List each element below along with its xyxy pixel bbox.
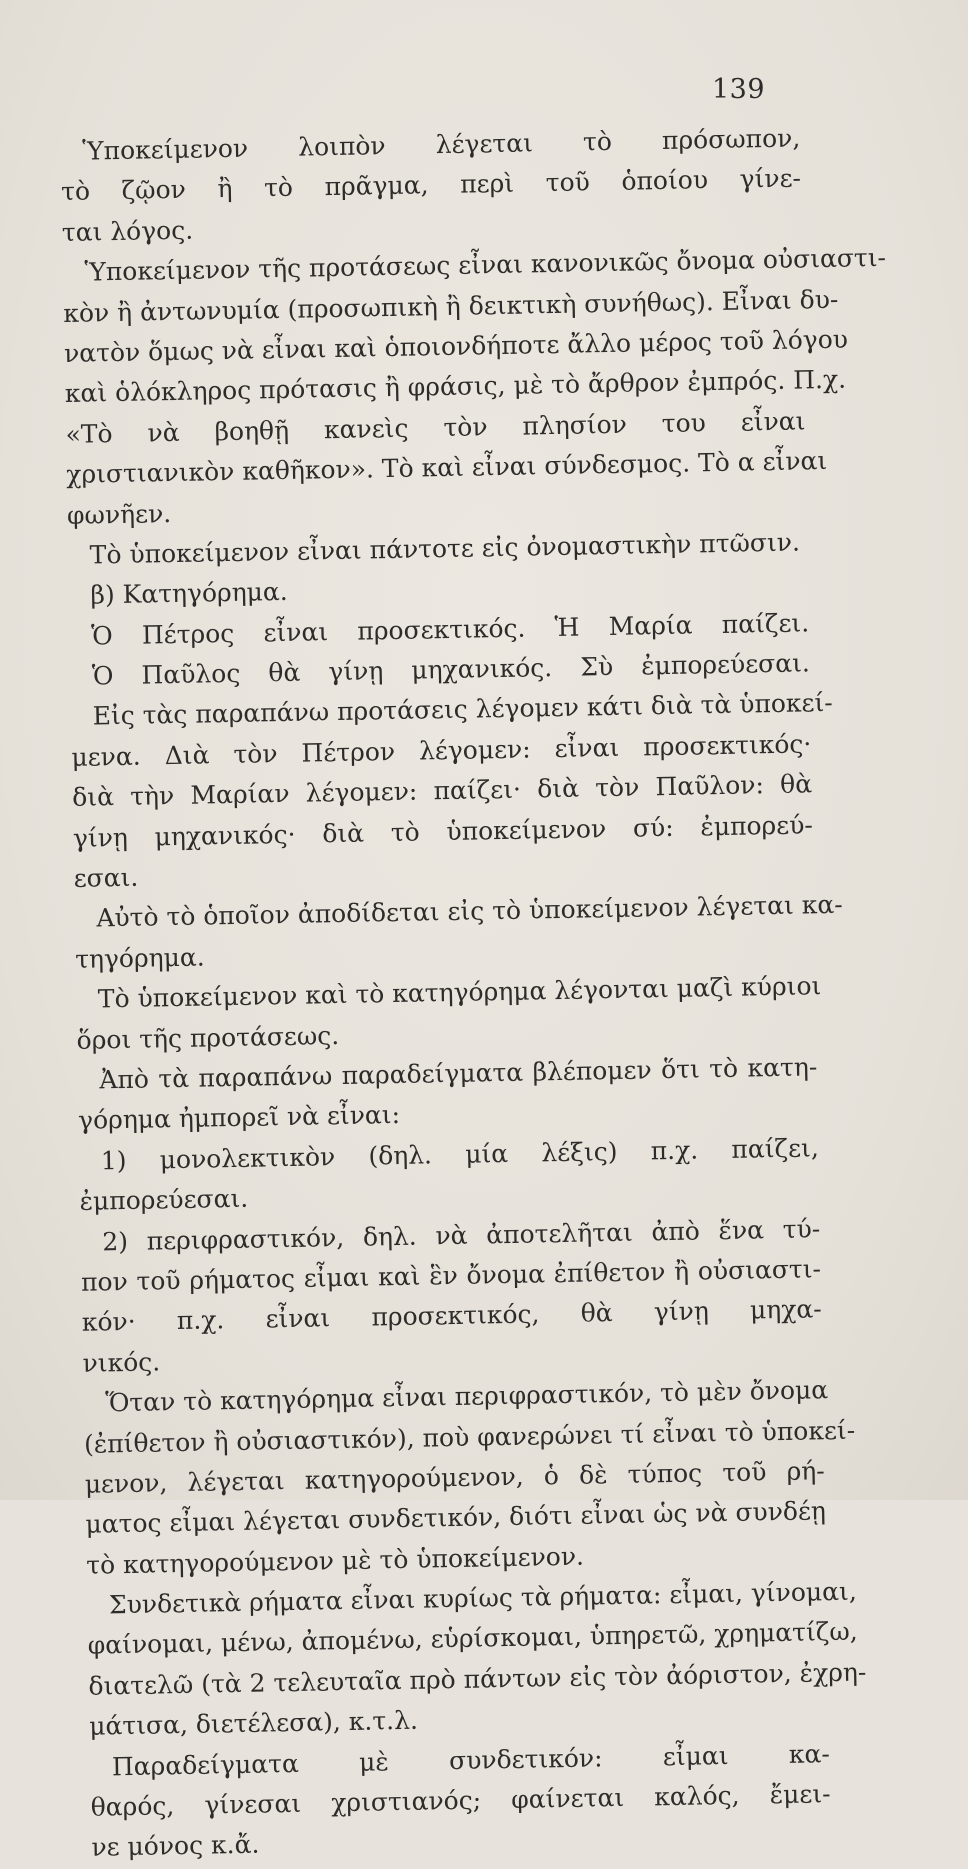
text-line: τὸ ζῷον ἢ τὸ πρᾶγμα, περὶ τοῦ ὁποίου γίνε-: [60, 163, 802, 207]
text-line: πον τοῦ ρήματος εἶμαι καὶ ἓν ὄνομα ἐπίθετον ἢ οὐσιαστι-: [80, 1254, 822, 1297]
text-line: φωνῆεν.: [66, 498, 172, 530]
text-line: Παραδείγματα μὲ συνδετικόν: εἶμαι κα-: [111, 1738, 831, 1781]
text-line: νατὸν ὅμως νὰ εἶναι καὶ ὁποιονδήποτε ἄλλο μέρος τοῦ λόγου: [63, 324, 849, 368]
text-line: 1) μονολεκτικὸν (δηλ. μία λέξις) π.χ. παίζει,: [100, 1133, 820, 1176]
text-line: τὸ κατηγορούμενον μὲ τὸ ὑποκείμενον.: [85, 1541, 585, 1580]
text-line: Τὸ ὑποκείμενον εἶναι πάντοτε εἰς ὀνομαστικὴν πτῶσιν.: [89, 527, 801, 570]
page-number: 139: [712, 74, 766, 105]
text-line: Ὑποκείμενον λοιπὸν λέγεται τὸ πρόσωπον,: [82, 123, 801, 166]
text-line: Ὑποκείμενον τῆς προτάσεως εἶναι κανονικῶς ὄνομα οὐσιαστι-: [84, 243, 887, 287]
text-line: κόν· π.χ. εἶναι προσεκτικός, θὰ γίνῃ μηχα-: [81, 1294, 822, 1338]
text-line: φαίνομαι, μένω, ἀπομένω, εὑρίσκομαι, ὑπηρετῶ, χρηματίζω,: [87, 1617, 858, 1661]
text-line: ματος εἶμαι λέγεται συνδετικόν, διότι εἶναι ὡς νὰ συνδέῃ: [85, 1496, 827, 1540]
text-line: Αὐτὸ τὸ ὁποῖον ἀποδίδεται εἰς τὸ ὑποκείμενον λέγεται κα-: [96, 890, 843, 933]
text-line: ὅροι τῆς προτάσεως.: [76, 1020, 340, 1055]
section-heading: β) Κατηγόρημα.: [90, 577, 288, 610]
text-line: διατελῶ (τὰ 2 τελευταῖα πρὸ πάντων εἰς τὸν ἀόριστον, ἐχρη-: [88, 1657, 867, 1701]
text-line: «Τὸ νὰ βοηθῇ κανεὶς τὸν πλησίον του εἶναι: [65, 406, 806, 449]
text-line: καὶ ὁλόκληρος πρότασις ἢ φράσις, μὲ τὸ ἄρθρον ἐμπρός. Π.χ.: [64, 364, 847, 409]
text-line: νε μόνος κ.ἄ.: [91, 1830, 260, 1863]
text-line: Ὁ Πέτρος εἶναι προσεκτικός. Ἡ Μαρία παίζει.: [90, 608, 810, 651]
body-text: [60, 118, 887, 1868]
text-line: διὰ τὴν Μαρίαν λέγομεν: παίζει· διὰ τὸν Παῦλον: θὰ: [71, 769, 813, 813]
text-line: μενον, λέγεται κατηγορούμενον, ὁ δὲ τύπος τοῦ ρή-: [84, 1456, 825, 1499]
text-line: Ὅταν τὸ κατηγόρημα εἶναι περιφραστικόν, τὸ μὲν ὄνομα: [105, 1375, 829, 1418]
text-line: Συνδετικὰ ρήματα εἶναι κυρίως τὰ ρήματα: εἶμαι, γίνομαι,: [108, 1576, 858, 1620]
text-line: κὸν ἢ ἀντωνυμία (προσωπικὴ ἢ δεικτικὴ συνήθως). Εἶναι δυ-: [63, 284, 839, 328]
text-line: χριστιανικὸν καθῆκον». Τὸ καὶ εἶναι σύνδεσμος. Τὸ α εἶναι: [66, 446, 828, 490]
text-line: γόρημα ἠμπορεῖ νὰ εἶναι:: [77, 1100, 401, 1136]
text-line: Ὁ Παῦλος θὰ γίνῃ μηχανικός. Σὺ ἐμπορεύεσαι.: [91, 648, 811, 691]
text-line: νικός.: [82, 1347, 161, 1378]
text-line: γίνῃ μηχανικός· διὰ τὸ ὑποκείμενον σύ: ἐμπορεύ-: [72, 809, 814, 853]
text-line: μάτισα, διετέλεσα), κ.τ.λ.: [88, 1705, 419, 1741]
text-line: Ἀπὸ τὰ παραπάνω παραδείγματα βλέπομεν ὅτι τὸ κατη-: [99, 1052, 818, 1095]
text-line: Τὸ ὑποκείμενον καὶ τὸ κατηγόρημα λέγονται μαζὶ κύριοι: [97, 971, 822, 1014]
text-line: εσαι.: [73, 862, 139, 893]
text-line: θαρός, γίνεσαι χριστιανός; φαίνεται καλός, ἔμει-: [90, 1779, 831, 1822]
text-line: Εἰς τὰς παραπάνω προτάσεις λέγομεν κάτι διὰ τὰ ὑποκεί-: [92, 688, 833, 731]
text-line: μενα. Διὰ τὸν Πέτρον λέγομεν: εἶναι προσεκτικός·: [71, 729, 812, 772]
text-line: τηγόρημα.: [74, 942, 205, 974]
text-line: ται λόγος.: [61, 215, 194, 247]
text-line: 2) περιφραστικόν, δηλ. νὰ ἀποτελῆται ἀπὸ ἕνα τύ-: [102, 1213, 821, 1256]
text-line: (ἐπίθετον ἢ οὐσιαστικόν), ποὺ φανερώνει τί εἶναι τὸ ὑποκεί-: [83, 1415, 856, 1459]
text-line: ἐμπορεύεσαι.: [79, 1183, 249, 1216]
